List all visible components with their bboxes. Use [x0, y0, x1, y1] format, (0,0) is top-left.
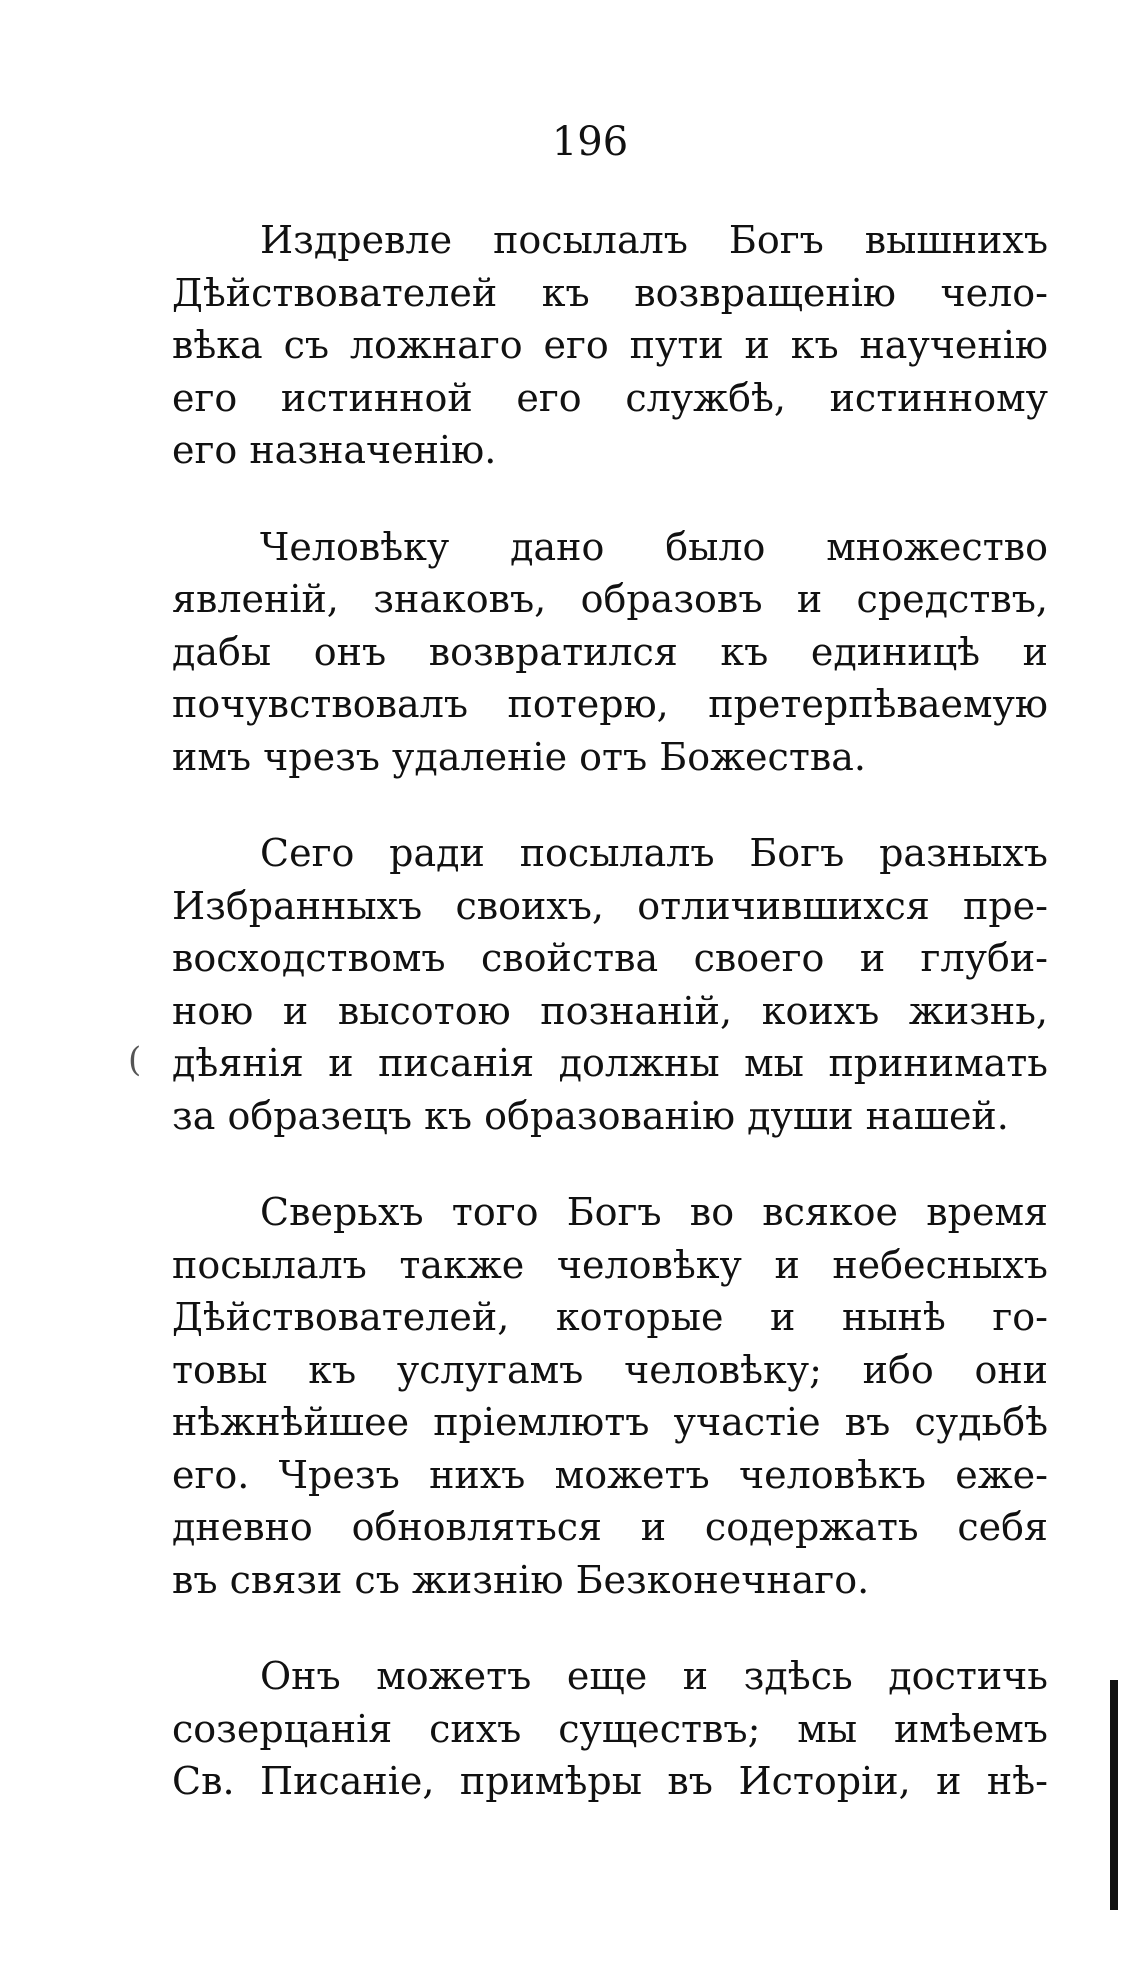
text-line: посылалъ также человѣку и небесныхъ [172, 1242, 1048, 1287]
text-line: нѣжнѣйшее пріемлютъ участіе въ судьбѣ [172, 1400, 1048, 1444]
text-line: ною и высотою познаній, коихъ жизнь, [172, 988, 1048, 1033]
text-line: его назначенію. [172, 428, 497, 472]
text-line: Издревле посылалъ Богъ вышнихъ [260, 218, 1048, 262]
page-number: 196 [551, 119, 629, 165]
text-line: дневно обновляться и содержать себя [172, 1505, 1048, 1549]
text-line: Избранныхъ своихъ, отличившихся пре- [172, 883, 1048, 928]
margin-bracket-mark: ( [128, 1040, 142, 1080]
text-line: его истинной его службѣ, истинному [172, 375, 1048, 420]
text-line: имъ чрезъ удаленіе отъ Божества. [172, 734, 866, 779]
text-line: Сверьхъ того Богъ во всякое время [260, 1190, 1048, 1234]
text-line: вѣка съ ложнаго его пути и къ наученію [172, 323, 1048, 367]
body-text [172, 214, 1048, 1852]
text-line: товы къ услугамъ человѣку; ибо они [172, 1347, 1048, 1392]
text-line: Дѣйствователей къ возвращенію чело- [172, 270, 1048, 315]
text-line: Сего ради посылалъ Богъ разныхъ [260, 831, 1048, 875]
text-line: Св. Писаніе, примѣры въ Исторіи, и нѣ- [172, 1759, 1048, 1803]
paragraph-2 [172, 521, 1048, 784]
page-edge-shadow [1110, 1680, 1118, 1910]
text-line: дабы онъ возвратился къ единицѣ и [172, 629, 1048, 674]
paragraph-5 [172, 1650, 1048, 1808]
text-line: въ связи съ жизнію Безконечнаго. [172, 1557, 870, 1602]
text-line: Человѣку дано было множество [260, 524, 1048, 569]
text-line: дѣянія и писанія должны мы принимать [172, 1041, 1048, 1085]
text-line: за образецъ къ образованію души нашей. [172, 1093, 1009, 1138]
paragraph-3 [172, 827, 1048, 1142]
text-line: почувствовалъ потерю, претерпѣваемую [172, 682, 1048, 726]
paragraph-1 [172, 214, 1048, 477]
text-line: восходствомъ свойства своего и глуби- [172, 936, 1048, 980]
text-line: его. Чрезъ нихъ можетъ человѣкъ еже- [172, 1452, 1048, 1497]
text-line: явленій, знаковъ, образовъ и средствъ, [172, 577, 1048, 621]
text-line: Дѣйствователей, которые и нынѣ го- [172, 1295, 1048, 1339]
paragraph-4 [172, 1186, 1048, 1606]
text-line: Онъ можетъ еще и здѣсь достичь [260, 1654, 1048, 1698]
text-line: созерцанія сихъ существъ; мы имѣемъ [172, 1706, 1048, 1751]
